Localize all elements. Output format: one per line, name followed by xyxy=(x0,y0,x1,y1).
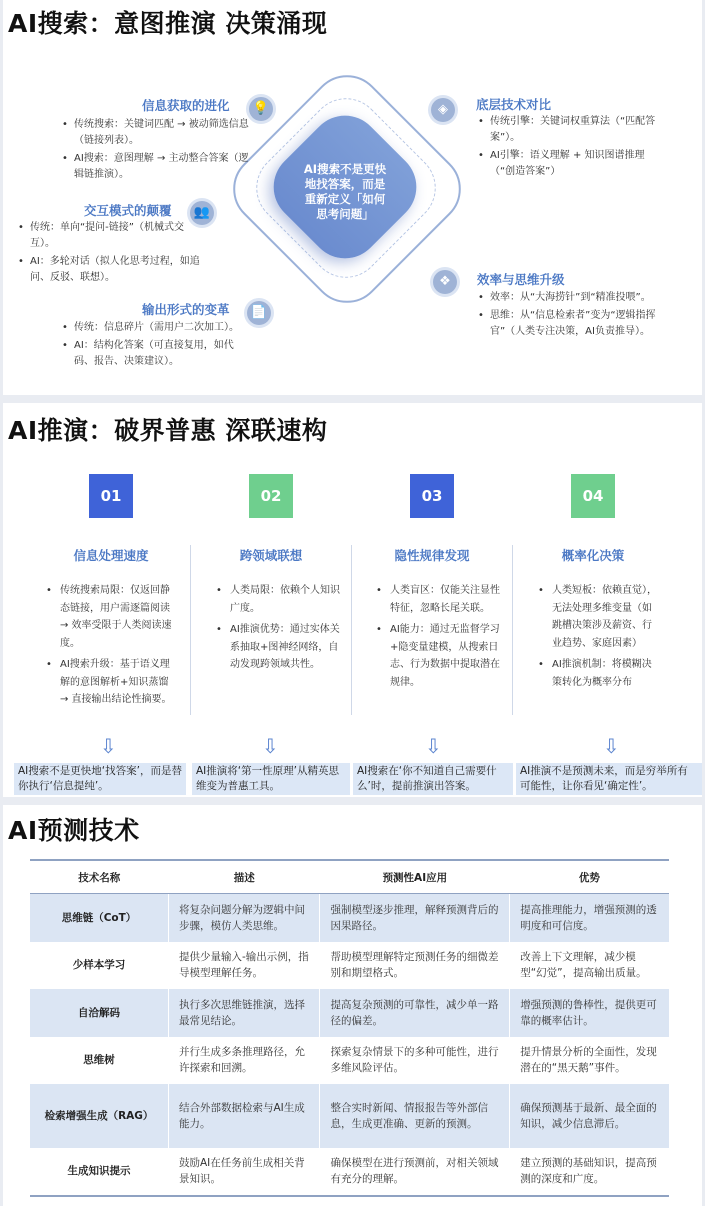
list-item: • AI：多轮对话（拟人化思考过程，如追问、反驳、联想）。 xyxy=(16,254,206,286)
list-item: • 思维：从“信息检索者”变为“逻辑指挥官”（人类专注决策，AI负责推导）。 xyxy=(476,308,662,340)
summary-box: AI推演将‘第一性原理’从精英思维变为普惠工具。 xyxy=(192,763,350,795)
list-item: • AI引擎：语义理解 + 知识图谱推理（“创造答案”） xyxy=(476,148,656,180)
lightbulb-icon: 💡 xyxy=(249,97,273,121)
document-icon: 📄 xyxy=(247,301,271,325)
step-number-01: 01 xyxy=(89,474,133,518)
step-number-02: 02 xyxy=(249,474,293,518)
table-cell: 自洽解码 xyxy=(30,989,169,1037)
list-item: • 人类局限：依赖个人知识广度。 xyxy=(214,582,340,617)
column-title: 隐性规律发现 xyxy=(394,548,470,563)
column-header: 描述 xyxy=(169,860,320,894)
table-cell: 检索增强生成（RAG） xyxy=(30,1084,169,1148)
list-item: • 人类短板：依赖直觉），无法处理多维变量（如跳槽决策涉及薪资、行业趋势、家庭因素） xyxy=(536,582,660,652)
list-item: • AI：结构化答案（可直接复用，如代码、报告、决策建议）。 xyxy=(60,338,250,370)
group-list-interaction xyxy=(16,220,206,288)
step-number-04: 04 xyxy=(571,474,615,518)
group-title-interaction: 交互模式的颠覆 xyxy=(84,203,172,218)
column-title: 跨领域联想 xyxy=(239,548,303,563)
table-cell: 并行生成多条推理路径，允许探索和回溯。 xyxy=(169,1037,320,1084)
table-cell: 强制模型逐步推理，解释预测背后的因果路径。 xyxy=(320,894,510,942)
column-list xyxy=(214,582,340,678)
column-list xyxy=(536,582,660,695)
table-row xyxy=(30,942,669,989)
table-cell: 思维树 xyxy=(83,1054,115,1066)
section-title: AI预测技术 xyxy=(8,816,140,845)
column-title: 概率化决策 xyxy=(561,548,625,563)
table-row xyxy=(30,1084,669,1148)
group-list-tech xyxy=(476,114,656,182)
table-cell: 确保模型在进行预测前，对相关领域有充分的理解。 xyxy=(320,1148,510,1196)
table-cell: 探索复杂情景下的多种可能性，进行多维风险评估。 xyxy=(320,1037,510,1084)
summary-box: AI搜索在‘你不知道自己需要什么’时，提前推演出答案。 xyxy=(353,763,513,795)
table-cell: 帮助模型理解特定预测任务的细微差别和期望格式。 xyxy=(320,942,510,989)
table-row xyxy=(30,1037,669,1084)
group-title-info-evolution: 信息获取的进化 xyxy=(142,98,230,113)
group-title-tech: 底层技术对比 xyxy=(476,97,552,112)
section-title: AI搜索：意图推演 决策涌现 xyxy=(8,9,328,38)
table-row xyxy=(30,894,669,942)
table-row xyxy=(30,989,669,1037)
summary-box: AI推演不是预测未来，而是穷举所有可能性，让你看见‘确定性’。 xyxy=(516,763,702,795)
center-diamond xyxy=(250,92,440,282)
layers-icon: ◈ xyxy=(431,98,455,122)
list-item: • AI搜索：意图理解 → 主动整合答案（逻辑链推演）。 xyxy=(60,151,250,183)
list-item: • AI推演优势：通过实体关系抽取+图神经网络，自动发现跨领域共性。 xyxy=(214,621,340,674)
group-list-output xyxy=(60,320,250,372)
table-cell: 鼓励AI在任务前生成相关背景知识。 xyxy=(169,1148,320,1196)
arrow-down-icon: ⇩ xyxy=(425,734,442,758)
list-item: • AI推演机制：将模糊决策转化为概率分布 xyxy=(536,656,660,691)
table-cell: 结合外部数据检索与AI生成能力。 xyxy=(169,1084,320,1148)
list-item: • AI能力：通过无监督学习+隐变量建模，从搜索日志、行为数据中提取潜在规律。 xyxy=(374,621,500,691)
table-cell: 将复杂问题分解为逻辑中间步骤，模仿人类思维。 xyxy=(169,894,320,942)
users-icon: 👥 xyxy=(190,201,214,225)
table-cell: 提升情景分析的全面性，发现潜在的“黑天鹅”事件。 xyxy=(510,1037,669,1084)
column-header: 技术名称 xyxy=(30,860,169,894)
list-item: • 人类盲区：仅能关注显性特征，忽略长尾关联。 xyxy=(374,582,500,617)
group-list-info-evolution xyxy=(60,117,250,185)
table-row xyxy=(30,1148,669,1196)
column-header: 优势 xyxy=(510,860,669,894)
summary-box: AI搜索不是更快地‘找答案’，而是替你执行‘信息提纯’。 xyxy=(14,763,186,795)
column-divider xyxy=(190,545,191,715)
table-cell: 执行多次思维链推演，选择最常见结论。 xyxy=(169,989,320,1037)
table-cell: 少样本学习 xyxy=(72,959,126,971)
list-item: • 传统搜索：关键词匹配 → 被动筛选信息（链接列表）。 xyxy=(60,117,250,149)
table-cell: 提高推理能力，增强预测的透明度和可信度。 xyxy=(510,894,669,942)
arrow-down-icon: ⇩ xyxy=(262,734,279,758)
arrow-down-icon: ⇩ xyxy=(100,734,117,758)
column-header: 预测性AI应用 xyxy=(320,860,510,894)
table-cell: 整合实时新闻、情报报告等外部信息，生成更准确、更新的预测。 xyxy=(320,1084,510,1148)
prediction-tech-table xyxy=(30,859,669,1197)
arrow-down-icon: ⇩ xyxy=(603,734,620,758)
table-cell: 建立预测的基础知识，提高预测的深度和广度。 xyxy=(510,1148,669,1196)
step-number-03: 03 xyxy=(410,474,454,518)
table-cell: 思维链（CoT） xyxy=(30,894,169,942)
column-divider xyxy=(512,545,513,715)
list-item: • 效率：从“大海捞针”到“精准投喂”。 xyxy=(476,290,662,306)
group-list-efficiency xyxy=(476,290,662,342)
table-cell: 生成知识提示 xyxy=(30,1148,169,1196)
list-item: • 传统搜索局限：仅返回静态链接，用户需逐篇阅读 → 效率受限于人类阅读速度。 xyxy=(44,582,176,652)
center-text: AI搜索不是更快地找答案，而是重新定义「如何思考问题」 xyxy=(303,162,387,221)
table-cell: 增强预测的鲁棒性，提供更可靠的概率估计。 xyxy=(510,989,669,1037)
list-item: • 传统：单向“提问-链接”（机械式交互）。 xyxy=(16,220,206,252)
table-cell: 提高复杂预测的可靠性，减少单一路径的偏差。 xyxy=(320,989,510,1037)
column-title: 信息处理速度 xyxy=(73,548,149,563)
group-title-output: 输出形式的变革 xyxy=(142,302,230,317)
column-divider xyxy=(351,545,352,715)
section-title: AI推演：破界普惠 深联速构 xyxy=(8,416,328,445)
list-item: • AI搜索升级：基于语义理解的意图解析+知识蒸馏 → 直接输出结论性摘要。 xyxy=(44,656,176,709)
column-list xyxy=(44,582,176,713)
group-title-efficiency: 效率与思维升级 xyxy=(477,272,565,287)
table-cell: 确保预测基于最新、最全面的知识，减少信息滞后。 xyxy=(510,1084,669,1148)
column-list xyxy=(374,582,500,695)
list-item: • 传统：信息碎片（需用户二次加工）。 xyxy=(60,320,250,336)
table-header-row xyxy=(30,860,669,894)
box-icon: ❖ xyxy=(433,270,457,294)
table-cell: 提供少量输入-输出示例，指导模型理解任务。 xyxy=(169,942,320,989)
list-item: • 传统引擎：关键词权重算法（“匹配答案”）。 xyxy=(476,114,656,146)
table-cell: 改善上下文理解，减少模型“幻觉”，提高输出质量。 xyxy=(510,942,669,989)
